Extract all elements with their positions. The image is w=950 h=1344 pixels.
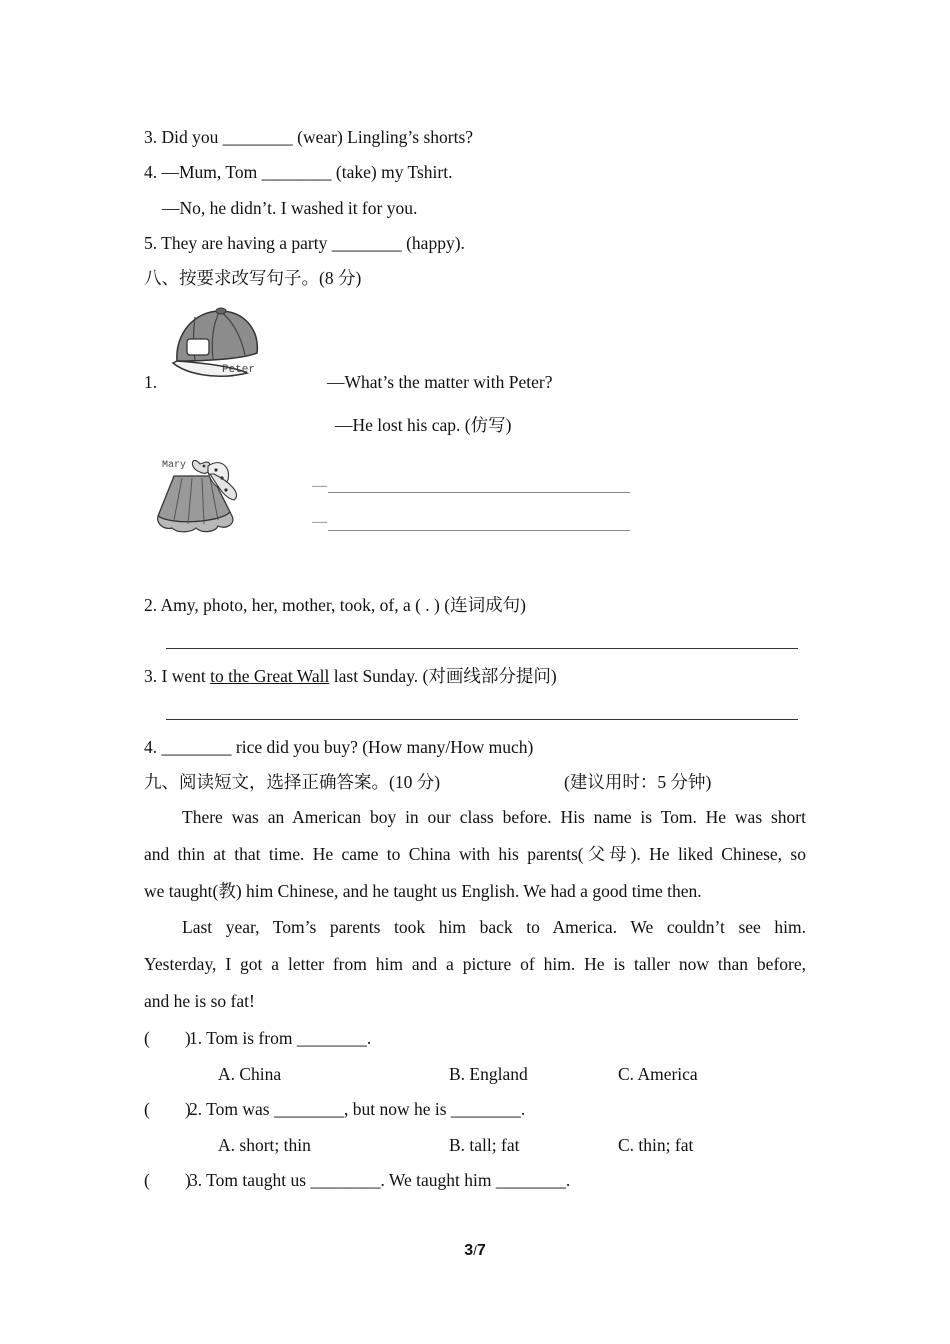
answer-line-2[interactable] xyxy=(328,530,630,531)
answer-dash-2: — xyxy=(312,514,327,530)
reading-paragraph-1 xyxy=(144,799,806,910)
cap-name-label: Peter xyxy=(222,364,256,376)
q2-option-b[interactable]: B. tall; fat xyxy=(449,1135,520,1155)
paragraph-2-line-1: Last year, Tom’s parents took him back to America. We couldn’t see him. xyxy=(182,917,806,937)
question-8-3-underlined-phrase: to the Great Wall xyxy=(210,666,330,686)
section-8-heading: 八、按要求改写句子。(8 分) xyxy=(144,268,362,288)
q2-option-a[interactable]: A. short; thin xyxy=(218,1135,311,1155)
skirt-icon xyxy=(152,450,252,538)
q1-option-c[interactable]: C. America xyxy=(618,1064,698,1084)
reading-question-1: 1. Tom is from ________. xyxy=(189,1028,372,1048)
skirt-name-label: Mary xyxy=(162,460,187,471)
page-separator: / xyxy=(473,1243,477,1258)
question-8-3-suffix: last Sunday. (对画线部分提问) xyxy=(329,666,557,686)
q2-option-c[interactable]: C. thin; fat xyxy=(618,1135,694,1155)
q1-option-a[interactable]: A. China xyxy=(218,1064,282,1084)
answer-bracket-3[interactable]: ( ) xyxy=(144,1170,191,1190)
reading-paragraph-2 xyxy=(144,909,806,1020)
cap-picture xyxy=(165,303,265,383)
answer-dash-1: — xyxy=(312,478,327,494)
answer-line-q3[interactable] xyxy=(166,719,798,720)
question-8-1-number: 1. xyxy=(144,372,158,392)
skirt-picture xyxy=(152,450,252,538)
current-page: 3 xyxy=(464,1242,474,1259)
question-7-3: 3. Did you ________ (wear) Lingling’s shorts? xyxy=(144,127,474,147)
reading-question-3: 3. Tom taught us ________. We taught him ________. xyxy=(189,1170,571,1190)
question-7-4-line2: —No, he didn’t. I washed it for you. xyxy=(162,198,418,218)
answer-line-1[interactable] xyxy=(328,492,630,493)
answer-line-q2[interactable] xyxy=(166,648,798,649)
question-8-1-dialog-line1: —What’s the matter with Peter? xyxy=(327,372,553,392)
question-8-1-dialog-line2: —He lost his cap. (仿写) xyxy=(335,415,512,435)
section-9-heading: 九、阅读短文，选择正确答案。(10 分) xyxy=(144,772,441,792)
paragraph-2-line-3: and he is so fat! xyxy=(144,991,255,1011)
paragraph-2-line-2: Yesterday, I got a letter from him and a picture of him. He is taller now than before, xyxy=(144,954,806,974)
reading-question-2: 2. Tom was ________, but now he is ________. xyxy=(189,1099,526,1119)
page-number xyxy=(0,1242,950,1260)
answer-bracket-2[interactable]: ( ) xyxy=(144,1099,191,1119)
question-8-4: 4. ________ rice did you buy? (How many/How much) xyxy=(144,737,534,757)
question-8-2: 2. Amy, photo, her, mother, took, of, a ( . ) (连词成句) xyxy=(144,595,526,615)
question-7-5: 5. They are having a party ________ (happy). xyxy=(144,233,465,253)
paragraph-1-line-1: There was an American boy in our class before. His name is Tom. He was short xyxy=(182,807,806,827)
q1-option-b[interactable]: B. England xyxy=(449,1064,528,1084)
section-9-time-hint: (建议用时：5 分钟) xyxy=(564,772,712,792)
cap-icon xyxy=(165,303,265,383)
question-8-3-prefix: 3. I went xyxy=(144,666,211,686)
total-pages: 7 xyxy=(476,1242,486,1259)
question-7-4-line1: 4. —Mum, Tom ________ (take) my Tshirt. xyxy=(144,162,453,182)
paragraph-1-line-2: and thin at that time. He came to China with his parents(父母). He liked Chinese, so xyxy=(144,844,806,864)
question-8-3 xyxy=(144,665,557,687)
paragraph-1-line-3: we taught(教) him Chinese, and he taught us English. We had a good time then. xyxy=(144,881,702,901)
answer-bracket-1[interactable]: ( ) xyxy=(144,1028,191,1048)
